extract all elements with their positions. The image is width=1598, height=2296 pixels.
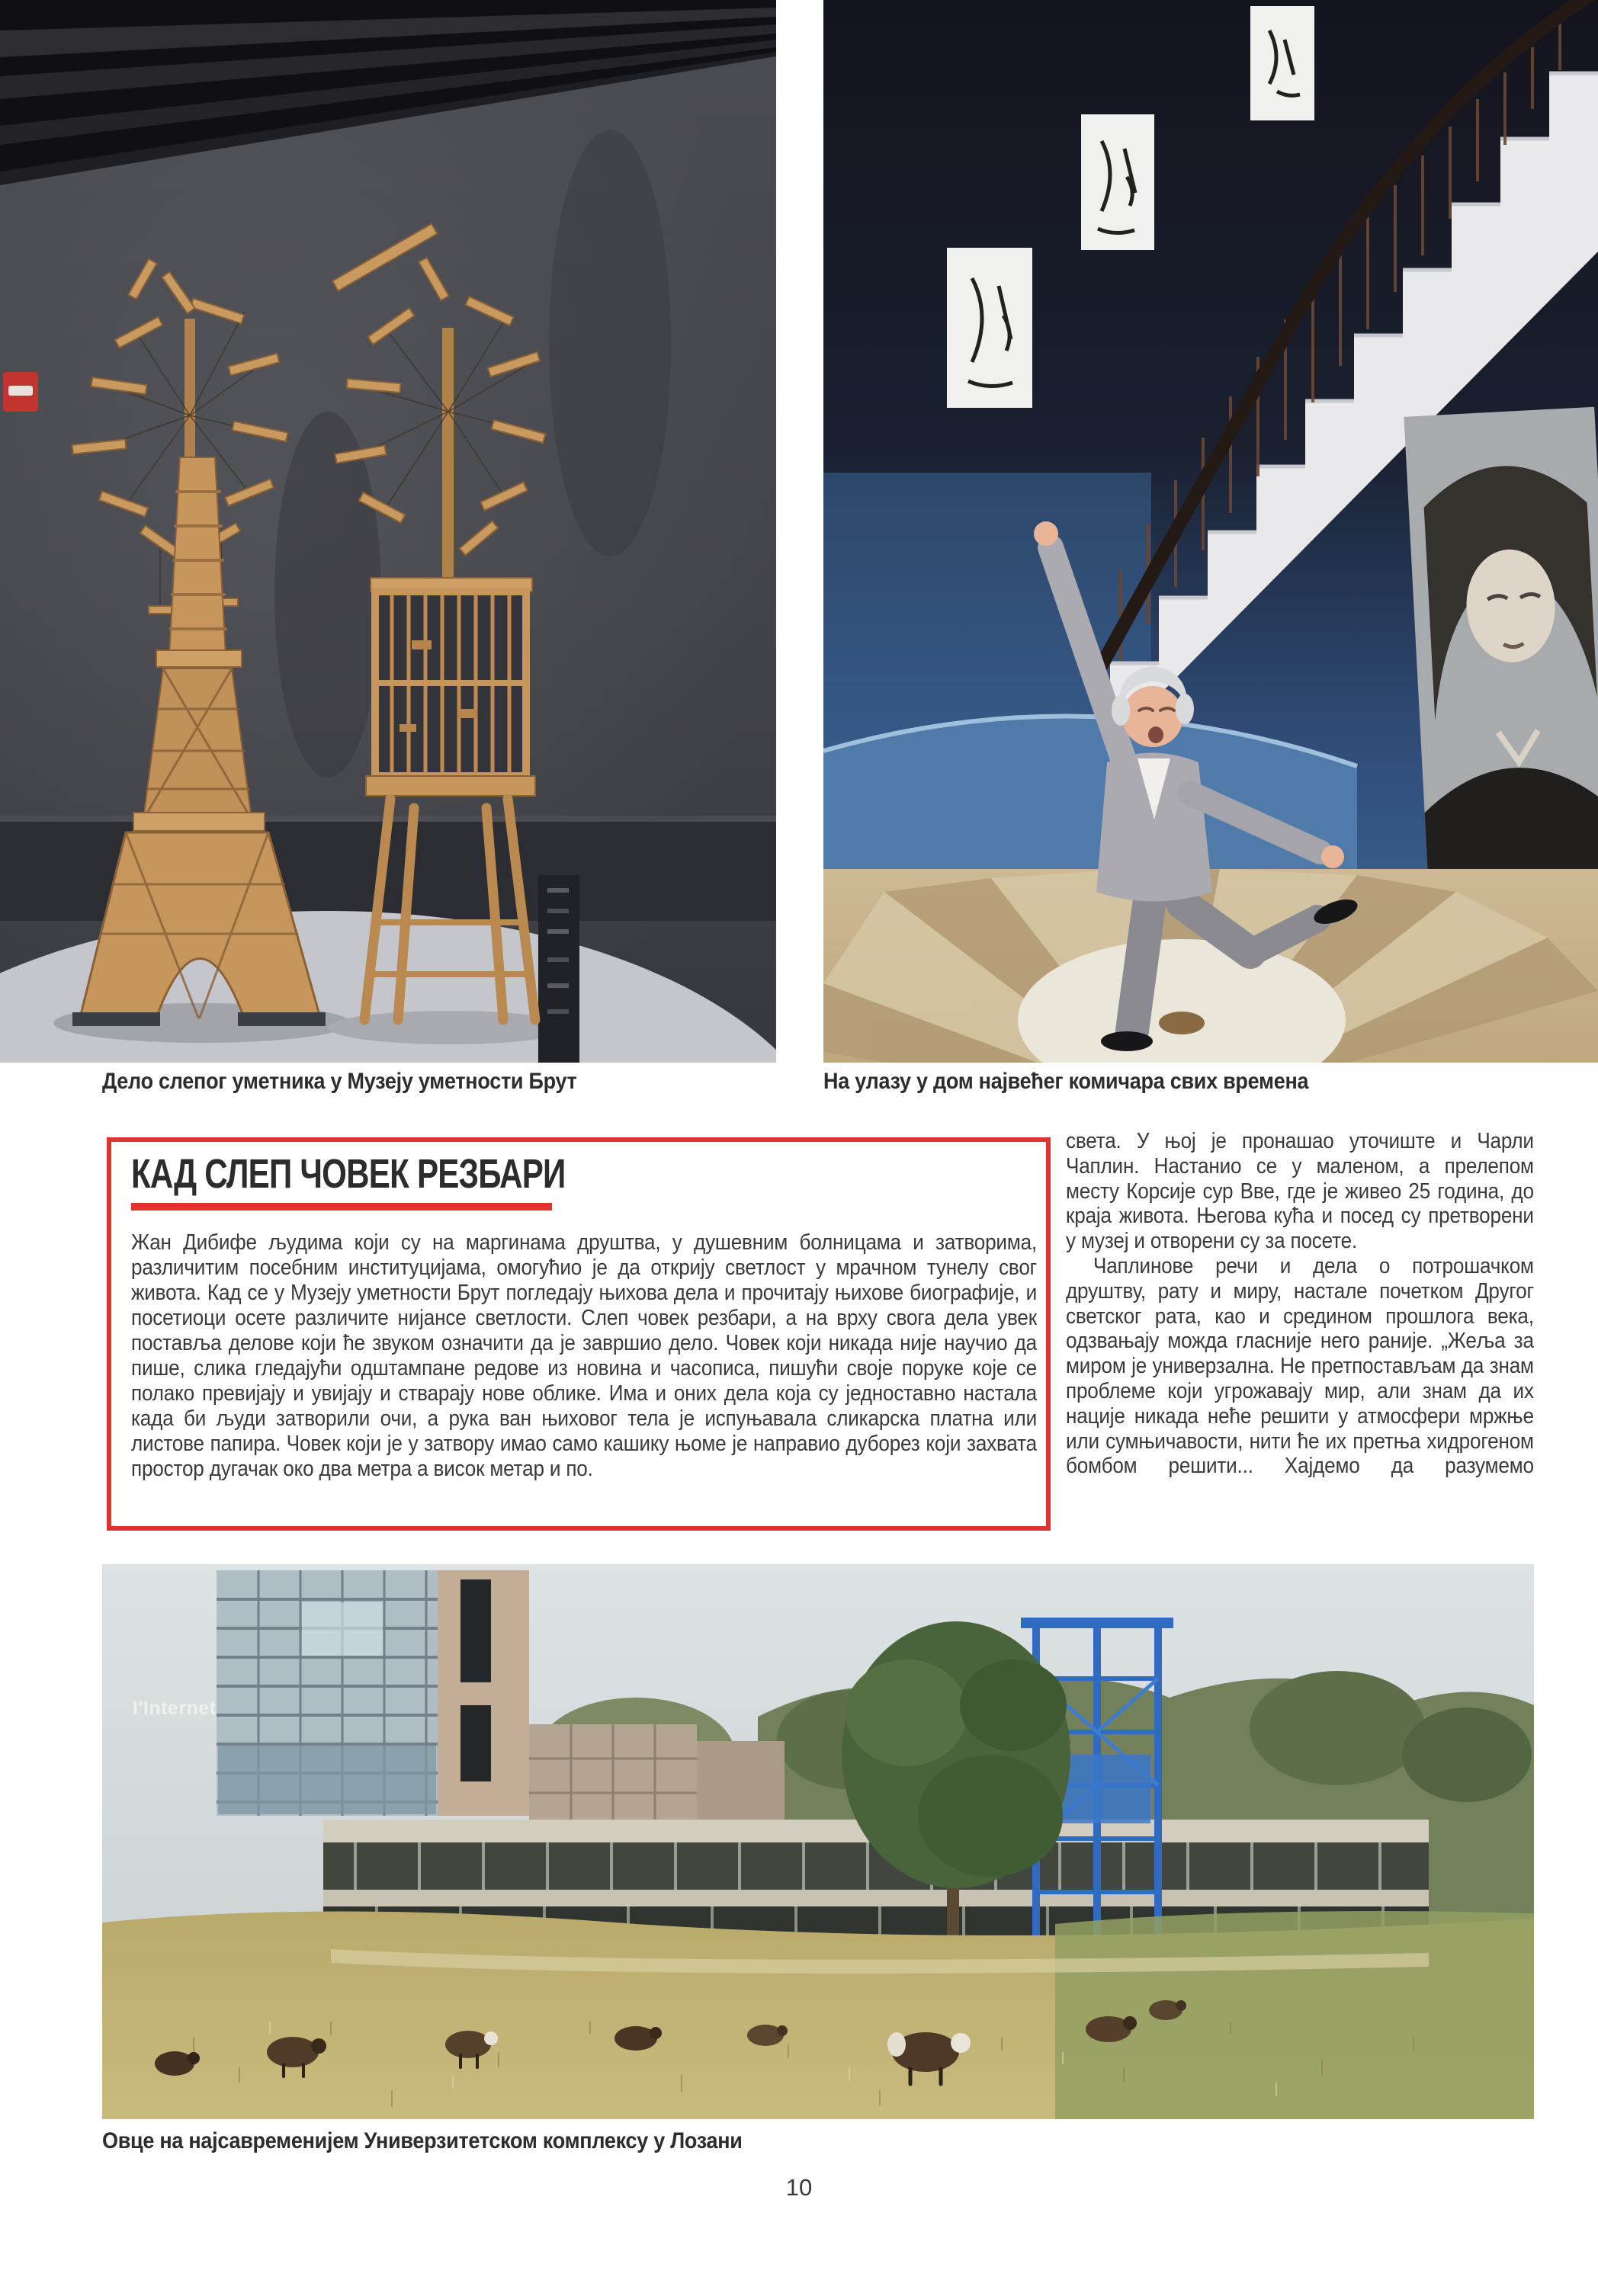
right-text-column bbox=[1066, 1129, 1534, 1479]
article-title: КАД СЛЕП ЧОВЕК РЕЗБАРИ bbox=[131, 1151, 566, 1197]
caption-bottom-photo: Овце на најсавременијем Универзитетском комплексу у Лозани bbox=[102, 2128, 743, 2153]
article-box bbox=[107, 1137, 1051, 1531]
glass-tower bbox=[217, 1570, 529, 1816]
photo-chaplin-museum-entrance bbox=[823, 0, 1598, 1063]
wooden-sculptures-illustration bbox=[0, 0, 776, 1063]
fire-alarm bbox=[3, 372, 38, 412]
building-sign-label: l'Internet bbox=[133, 1698, 217, 1719]
photo-sheep-campus bbox=[102, 1564, 1534, 2119]
wall-panel bbox=[538, 875, 579, 1063]
column-paragraph-1: света. У њој је пронашао уточиште и Чарли Чаплин. Настанио се у маленом, а прелепом месту Корсије сур Вве, где је живео 25 година, до краја живота. Његова кућа и посед су претворени у музеј и отворени су за посете. bbox=[1066, 1129, 1534, 1254]
photo-wooden-sculptures bbox=[0, 0, 776, 1063]
article-boxed-paragraph: Жан Дибифе људима који су на маргинама друштва, у душевним болницама и затворима, различитим посебним институцијама, омогућио је да открију светлост у мрачном тунелу свог живота. Кад се у Музеју уметности Брут погледају њихова дела и прочитају њихове биографије, и посетиоци осете различите нијансе светлости. Слеп човек резбари, а на врху свога дела увек поставља делове који ће звуком означити да је завршио дело. Човек који никада није научио да пише, слика гледајући одштампане редове из новина и часописа, пишући своје поруке које се полако превијају и увијају и стварају нове облике. Има и оних дела која су једноставно настала када би људи затворили очи, а рука ван њиховог тела је испуњавала сликарска платна или листове папира. Човек који је у затвору имао само кашику њоме је направио дуборез који захвата простор дугачак око два метра а висок метар и по. bbox=[131, 1230, 1037, 1481]
mosaic-floor bbox=[823, 869, 1598, 1063]
column-paragraph-2: Чаплинове речи и дела о потрошачком друштву, рату и миру, настале почетком Другог светског рата, као и средином прошлога века, одзвањају можда гласније него раније. „Жеља за миром је универзална. Не претпостављам да знам проблеме који угрожавају мир, али знам да их нације никада неће решити у атмосфери мржње или сумњичавости, нити ће их претња хидрогеном бомбом решити... Хајдемо да разумемо bbox=[1066, 1253, 1534, 1479]
portrait-photo bbox=[1404, 407, 1598, 912]
caption-right-photo: На улазу у дом највећег комичара свих времена bbox=[823, 1069, 1309, 1094]
meadow bbox=[102, 1911, 1534, 2119]
chaplin-museum-illustration bbox=[823, 0, 1598, 1063]
caption-left-photo: Дело слепог уметника у Музеју уметности Брут bbox=[102, 1069, 577, 1094]
sheep-campus-illustration bbox=[102, 1564, 1534, 2119]
page-number: 10 bbox=[785, 2174, 813, 2201]
title-underline bbox=[131, 1203, 552, 1211]
